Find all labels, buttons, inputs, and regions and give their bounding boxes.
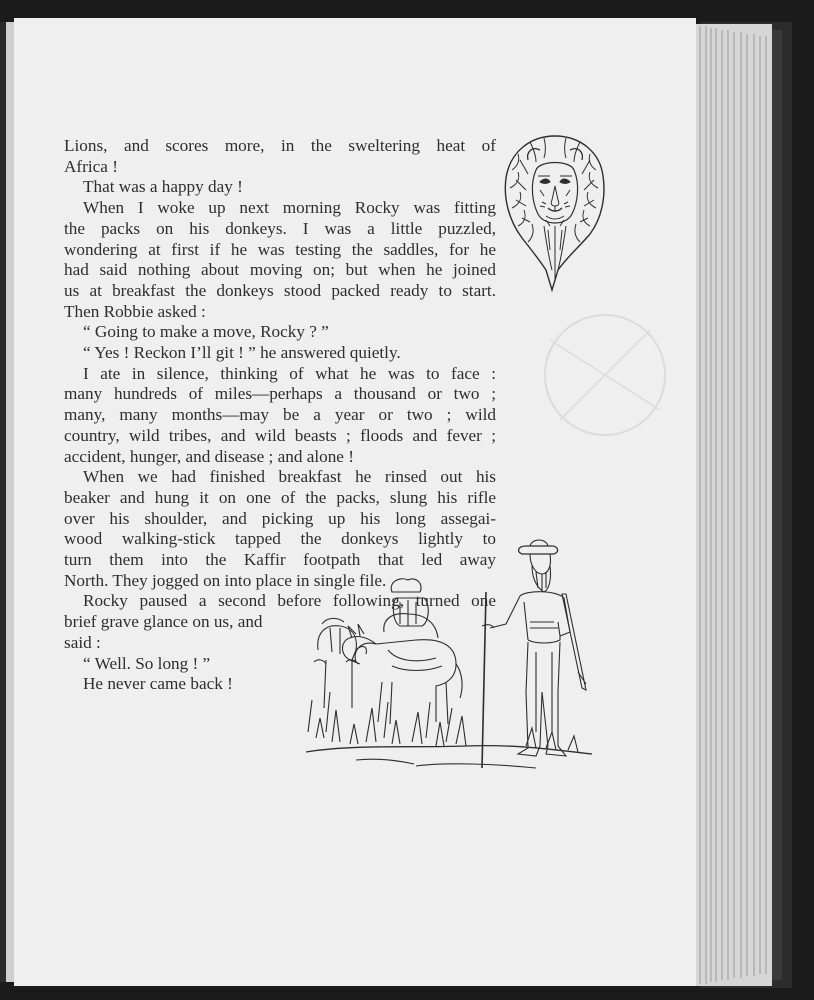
paragraph-happy-day	[64, 177, 496, 198]
text-line: I ate in silence, thinking of what he was to face :	[83, 363, 496, 383]
text-line: accident, hunger, and disease ; and alone !	[64, 446, 354, 466]
text-line: country, wild tribes, and wild beasts ; floods and fever ;	[64, 425, 496, 445]
text-line: said :	[64, 632, 101, 652]
show-through-artifact	[530, 300, 680, 450]
text-line: over his shoulder, and picking up his long assegai-	[64, 508, 496, 528]
text-line: When I woke up next morning Rocky was fitting	[83, 198, 496, 218]
text-line: turn them into the Kaffir footpath that led away	[64, 550, 496, 570]
text-line: Africa !	[64, 156, 118, 176]
text-line: us at breakfast the donkeys stood packed ready to start.	[64, 280, 496, 300]
text-line: had said nothing about moving on; but when he joined	[64, 260, 496, 280]
dialogue-line: “ Yes ! Reckon I’ll git ! ” he answered quietly.	[83, 343, 401, 363]
text-line: many, many months—may be a year or two ; wild	[64, 405, 496, 425]
lion-head-illustration	[500, 130, 610, 295]
dialogue-line: “ Going to make a move, Rocky ? ”	[83, 322, 329, 342]
text-line: He never came back !	[83, 674, 233, 694]
text-line: many hundreds of miles—perhaps a thousand or two ;	[64, 384, 496, 404]
text-line: When we had finished breakfast he rinsed out his	[83, 467, 496, 487]
paragraph-lions-end	[64, 157, 496, 178]
dialogue-line: “ Well. So long ! ”	[83, 653, 211, 673]
text-line: wood walking-stick tapped the donkeys lightly to	[64, 529, 496, 549]
text-line: the packs on his donkeys. I was a little puzzled,	[64, 218, 496, 238]
text-line: brief grave glance on us, and	[64, 612, 263, 632]
text-line: wondering at first if he was testing the saddles, for he	[64, 239, 496, 259]
text-line: Lions, and scores more, in the sweltering heat of	[64, 136, 496, 155]
text-line: beaker and hung it on one of the packs, slung his rifle	[64, 487, 496, 507]
text-line: North. They jogged on into place in single file.	[64, 570, 387, 590]
explorer-donkeys-illustration	[296, 532, 596, 778]
text-line: Then Robbie asked :	[64, 301, 206, 321]
page-edges	[694, 24, 782, 986]
text-line: That was a happy day !	[83, 177, 243, 197]
paragraph-lions	[64, 136, 496, 157]
text-line: Rocky paused a second before following, turned one	[83, 591, 496, 611]
